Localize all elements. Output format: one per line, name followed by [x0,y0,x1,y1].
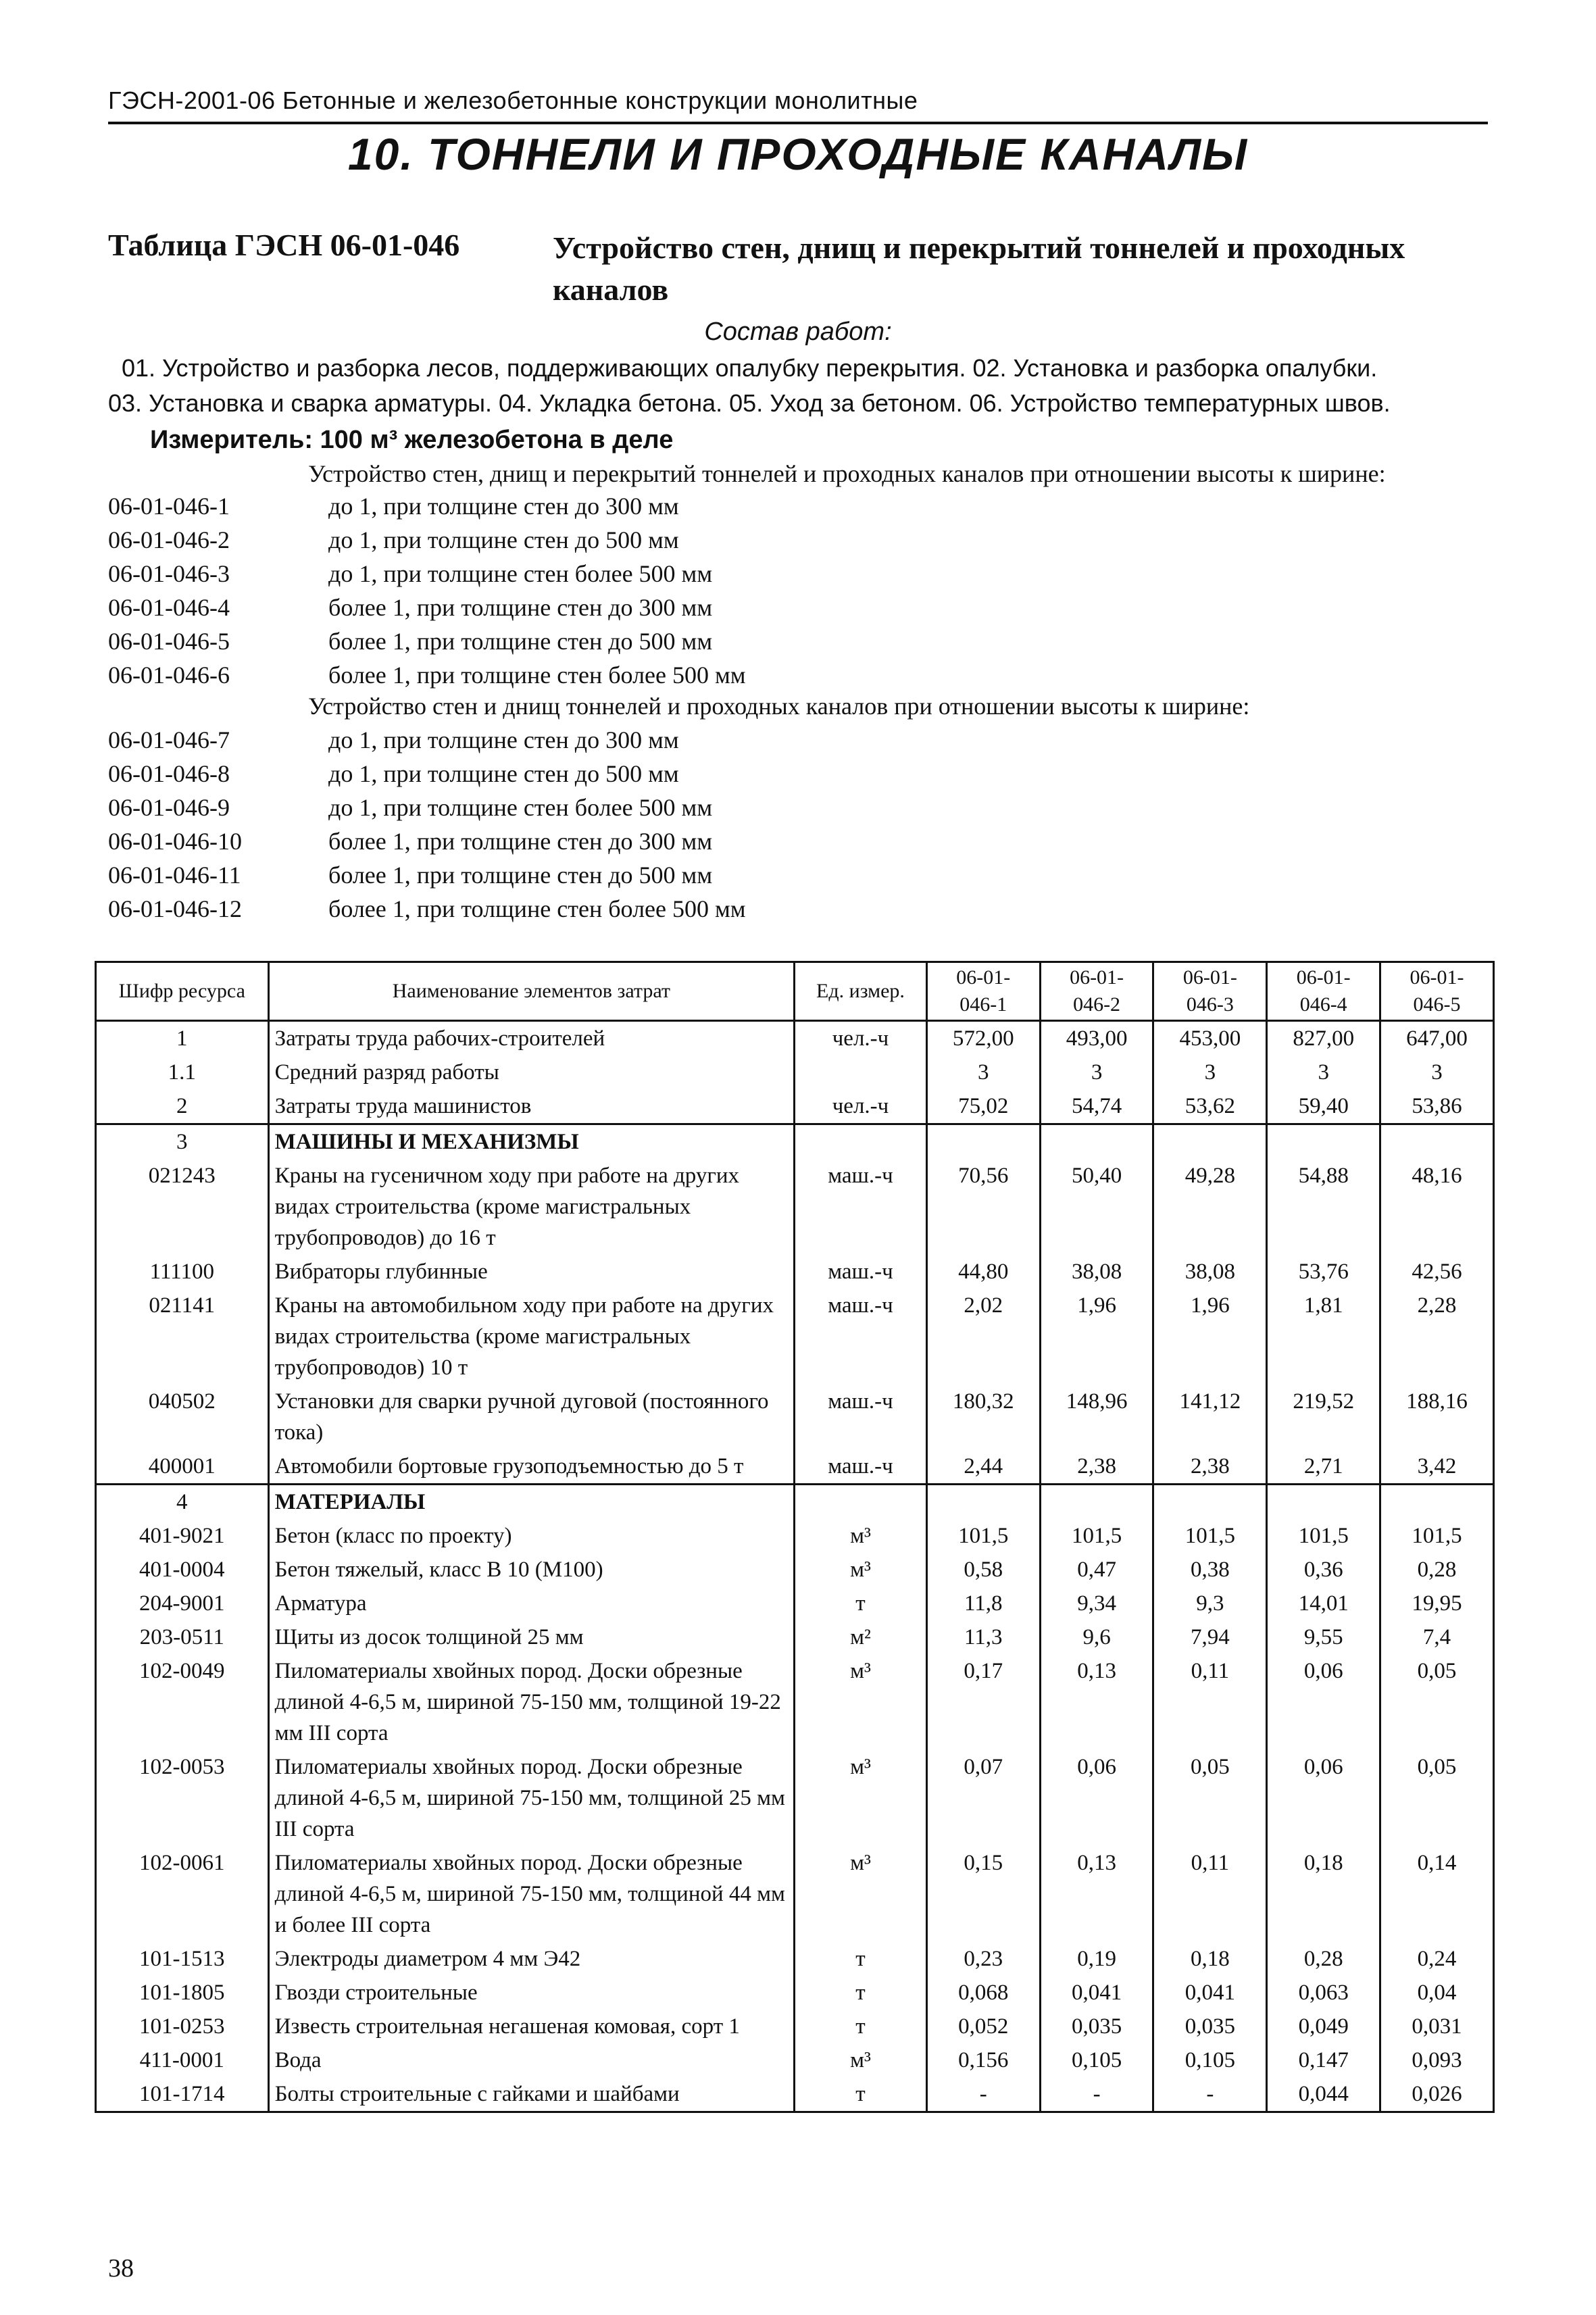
cost-element-name: Арматура [268,1587,795,1620]
norm-code: 06-01-046-1 [108,493,230,520]
table-body [96,1021,1494,2112]
value-cell: 141,12 [1153,1385,1267,1449]
norm-code: 06-01-046-10 [108,828,242,855]
norm-code: 06-01-046-12 [108,895,242,922]
value-cell: 0,156 [926,2043,1040,2077]
value-cell [1153,1124,1267,1160]
value-cell: 0,026 [1380,2077,1494,2112]
unit [795,1485,927,1520]
norm-code: 06-01-046-11 [108,862,241,889]
norm-description: более 1, при толщине стен более 500 мм [328,895,746,922]
value-cell: 219,52 [1267,1385,1380,1449]
table-row [96,1587,1494,1620]
cost-element-name: Средний разряд работы [268,1055,795,1089]
value-cell: 2,38 [1040,1449,1153,1485]
value-cell: 1,96 [1153,1289,1267,1385]
norm-code: 06-01-046-6 [108,662,230,689]
norm-description: до 1, при толщине стен до 500 мм [328,760,679,787]
cost-element-name: Электроды диаметром 4 мм Э42 [268,1942,795,1976]
norm-description: до 1, при толщине стен до 500 мм [328,526,679,553]
norm-code: 06-01-046-2 [108,526,230,553]
table-row [96,1055,1494,1089]
cost-element-name: Бетон (класс по проекту) [268,1519,795,1553]
value-cell: 0,035 [1153,2010,1267,2043]
value-cell: 0,052 [926,2010,1040,2043]
value-cell: 7,94 [1153,1620,1267,1654]
value-cell: 0,38 [1153,1553,1267,1587]
value-cell: 0,049 [1267,2010,1380,2043]
value-cell: 101,5 [1267,1519,1380,1553]
value-cell: 0,044 [1267,2077,1380,2112]
cost-element-name: Пиломатериалы хвойных пород. Доски обрезные длиной 4-6,5 м, шириной 75-150 мм, толщиной 25 мм III сорта [268,1750,795,1846]
value-cell [1267,1485,1380,1520]
value-cell: 0,17 [926,1654,1040,1750]
value-cell: 53,62 [1153,1089,1267,1124]
cost-element-name: Затраты труда рабочих-строителей [268,1021,795,1056]
table-row [96,2077,1494,2112]
value-cell: 38,08 [1040,1255,1153,1289]
cost-element-name: Пиломатериалы хвойных пород. Доски обрезные длиной 4-6,5 м, шириной 75-150 мм, толщиной 19-22 мм III сорта [268,1654,795,1750]
cost-element-name: Бетон тяжелый, класс В 10 (М100) [268,1553,795,1587]
resource-code: 101-1714 [96,2077,269,2112]
value-cell: 0,18 [1153,1942,1267,1976]
unit [795,1124,927,1160]
cost-element-name: МАТЕРИАЛЫ [268,1485,795,1520]
value-cell [1267,1124,1380,1160]
meter-unit: Измеритель: 100 м³ железобетона в деле [150,426,674,454]
value-cell: 1,96 [1040,1289,1153,1385]
column-header: 06-01- 046-3 [1153,962,1267,1021]
resource-code: 102-0061 [96,1846,269,1942]
group-heading: Устройство стен, днищ и перекрытий тоннелей и проходных каналов при отношении высоты к ширине: [308,460,1386,487]
value-cell: 53,76 [1267,1255,1380,1289]
table-row [96,1750,1494,1846]
unit: м³ [795,2043,927,2077]
value-cell: 48,16 [1380,1159,1494,1255]
value-cell: 0,14 [1380,1846,1494,1942]
value-cell: 9,34 [1040,1587,1153,1620]
value-cell: 3 [1153,1055,1267,1089]
resource-code: 040502 [96,1385,269,1449]
table-row [96,1976,1494,2010]
running-head: ГЭСН-2001-06 Бетонные и железобетонные конструкции монолитные [108,86,918,114]
unit: маш.-ч [795,1159,927,1255]
value-cell: 0,147 [1267,2043,1380,2077]
value-cell: 0,13 [1040,1654,1153,1750]
resource-table [95,961,1495,2113]
unit: маш.-ч [795,1289,927,1385]
norm-description: более 1, при толщине стен до 500 мм [328,862,713,889]
value-cell: 493,00 [1040,1021,1153,1056]
norm-description: до 1, при толщине стен более 500 мм [328,794,713,821]
column-header: Шифр ресурса [96,962,269,1021]
group-heading: Устройство стен и днищ тоннелей и проходных каналов при отношении высоты к ширине: [308,693,1250,720]
value-cell: 101,5 [926,1519,1040,1553]
value-cell: 180,32 [926,1385,1040,1449]
work-caption: Состав работ: [704,318,892,346]
resource-code: 401-9021 [96,1519,269,1553]
norm-code: 06-01-046-4 [108,594,230,621]
value-cell: 9,3 [1153,1587,1267,1620]
value-cell [1380,1124,1494,1160]
table-row [96,1519,1494,1553]
norm-description: более 1, при толщине стен до 300 мм [328,828,713,855]
value-cell: 0,11 [1153,1654,1267,1750]
value-cell: 0,068 [926,1976,1040,2010]
unit: т [795,2010,927,2043]
value-cell: 453,00 [1153,1021,1267,1056]
value-cell [1380,1485,1494,1520]
header-rule [108,122,1488,124]
unit: м³ [795,1519,927,1553]
unit: маш.-ч [795,1385,927,1449]
value-cell: 59,40 [1267,1089,1380,1124]
value-cell: 49,28 [1153,1159,1267,1255]
value-cell: 0,28 [1267,1942,1380,1976]
value-cell: 0,06 [1040,1750,1153,1846]
unit: м³ [795,1846,927,1942]
value-cell: 647,00 [1380,1021,1494,1056]
value-cell: 0,105 [1040,2043,1153,2077]
value-cell: 3 [926,1055,1040,1089]
value-cell: 0,13 [1040,1846,1153,1942]
value-cell: 2,38 [1153,1449,1267,1485]
value-cell [926,1124,1040,1160]
value-cell: 0,04 [1380,1976,1494,2010]
value-cell: 3 [1380,1055,1494,1089]
cost-element-name: Установки для сварки ручной дуговой (постоянного тока) [268,1385,795,1449]
table-row [96,1654,1494,1750]
value-cell: 2,71 [1267,1449,1380,1485]
table-row [96,1485,1494,1520]
value-cell: 14,01 [1267,1587,1380,1620]
value-cell: 42,56 [1380,1255,1494,1289]
norm-description: до 1, при толщине стен до 300 мм [328,493,679,520]
cost-element-name: Болты строительные с гайками и шайбами [268,2077,795,2112]
cost-element-name: МАШИНЫ И МЕХАНИЗМЫ [268,1124,795,1160]
norm-description: до 1, при толщине стен более 500 мм [328,560,713,587]
table-row [96,1553,1494,1587]
unit: т [795,1942,927,1976]
resource-code: 3 [96,1124,269,1160]
cost-element-name: Вода [268,2043,795,2077]
value-cell: - [926,2077,1040,2112]
table-header-row [96,962,1494,1021]
value-cell: 11,8 [926,1587,1040,1620]
table-row [96,1385,1494,1449]
value-cell: 0,035 [1040,2010,1153,2043]
resource-code: 101-0253 [96,2010,269,2043]
table-row [96,1846,1494,1942]
value-cell: 53,86 [1380,1089,1494,1124]
value-cell: 188,16 [1380,1385,1494,1449]
norm-description: более 1, при толщине стен до 500 мм [328,628,713,655]
value-cell: 0,11 [1153,1846,1267,1942]
column-header: 06-01- 046-2 [1040,962,1153,1021]
value-cell: 0,093 [1380,2043,1494,2077]
table-row [96,1089,1494,1124]
value-cell: 101,5 [1153,1519,1267,1553]
unit: чел.-ч [795,1089,927,1124]
table-row [96,1255,1494,1289]
cost-element-name: Пиломатериалы хвойных пород. Доски обрезные длиной 4-6,5 м, шириной 75-150 мм, толщиной 44 мм и более III сорта [268,1846,795,1942]
cost-element-name: Затраты труда машинистов [268,1089,795,1124]
value-cell: 3,42 [1380,1449,1494,1485]
value-cell: 0,18 [1267,1846,1380,1942]
unit: м³ [795,1750,927,1846]
resource-code: 1 [96,1021,269,1056]
value-cell: 0,041 [1153,1976,1267,2010]
table-row [96,1942,1494,1976]
value-cell: 0,36 [1267,1553,1380,1587]
value-cell: 0,07 [926,1750,1040,1846]
cost-element-name: Краны на гусеничном ходу при работе на других видах строительства (кроме магистральных трубопроводов) до 16 т [268,1159,795,1255]
value-cell: 0,063 [1267,1976,1380,2010]
norm-code: 06-01-046-9 [108,794,230,821]
resource-code: 204-9001 [96,1587,269,1620]
page-number: 38 [108,2254,134,2283]
value-cell [1153,1485,1267,1520]
value-cell: 2,28 [1380,1289,1494,1385]
value-cell: 0,23 [926,1942,1040,1976]
cost-element-name: Краны на автомобильном ходу при работе на других видах строительства (кроме магистральных трубопроводов) 10 т [268,1289,795,1385]
value-cell: 70,56 [926,1159,1040,1255]
resource-code: 411-0001 [96,2043,269,2077]
value-cell: 75,02 [926,1089,1040,1124]
cost-element-name: Щиты из досок толщиной 25 мм [268,1620,795,1654]
table-row [96,1449,1494,1485]
norm-code: 06-01-046-8 [108,760,230,787]
resource-code: 203-0511 [96,1620,269,1654]
unit: чел.-ч [795,1021,927,1056]
value-cell: 0,05 [1380,1750,1494,1846]
value-cell: 3 [1267,1055,1380,1089]
cost-element-name: Вибраторы глубинные [268,1255,795,1289]
unit [795,1055,927,1089]
value-cell: 54,88 [1267,1159,1380,1255]
value-cell: 572,00 [926,1021,1040,1056]
value-cell [926,1485,1040,1520]
value-cell: 0,06 [1267,1654,1380,1750]
cost-element-name: Гвозди строительные [268,1976,795,2010]
resource-code: 021243 [96,1159,269,1255]
table-row [96,1021,1494,1056]
value-cell: 3 [1040,1055,1153,1089]
resource-code: 111100 [96,1255,269,1289]
table-row [96,1289,1494,1385]
unit: т [795,2077,927,2112]
unit: маш.-ч [795,1449,927,1485]
value-cell [1040,1485,1153,1520]
value-cell: 0,24 [1380,1942,1494,1976]
column-header: Ед. измер. [795,962,927,1021]
resource-code: 400001 [96,1449,269,1485]
resource-code: 101-1513 [96,1942,269,1976]
value-cell: 54,74 [1040,1089,1153,1124]
unit: т [795,1976,927,2010]
unit: маш.-ч [795,1255,927,1289]
cost-element-name: Известь строительная негашеная комовая, сорт 1 [268,2010,795,2043]
table-title: Устройство стен, днищ и перекрытий тоннелей и проходных каналов [553,230,1405,307]
norm-code: 06-01-046-7 [108,726,230,753]
column-header: 06-01- 046-5 [1380,962,1494,1021]
norm-code: 06-01-046-3 [108,560,230,587]
cost-element-name: Автомобили бортовые грузоподъемностью до 5 т [268,1449,795,1485]
value-cell: 44,80 [926,1255,1040,1289]
resource-code: 1.1 [96,1055,269,1089]
value-cell: 0,15 [926,1846,1040,1942]
value-cell: 1,81 [1267,1289,1380,1385]
value-cell: 0,031 [1380,2010,1494,2043]
table-row [96,2043,1494,2077]
resource-code: 102-0049 [96,1654,269,1750]
value-cell: - [1040,2077,1153,2112]
norm-description: более 1, при толщине стен более 500 мм [328,662,746,689]
value-cell: 7,4 [1380,1620,1494,1654]
value-cell: 9,6 [1040,1620,1153,1654]
value-cell: 0,19 [1040,1942,1153,1976]
resource-code: 2 [96,1089,269,1124]
norm-description: до 1, при толщине стен до 300 мм [328,726,679,753]
value-cell: 0,105 [1153,2043,1267,2077]
value-cell: 19,95 [1380,1587,1494,1620]
value-cell: 50,40 [1040,1159,1153,1255]
value-cell: 38,08 [1153,1255,1267,1289]
value-cell: 101,5 [1040,1519,1153,1553]
table-row [96,1124,1494,1160]
value-cell: 0,47 [1040,1553,1153,1587]
table-label: Таблица ГЭСН 06-01-046 [108,228,460,262]
value-cell [1040,1124,1153,1160]
value-cell: 11,3 [926,1620,1040,1654]
column-header: Наименование элементов затрат [268,962,795,1021]
value-cell: 0,041 [1040,1976,1153,2010]
value-cell: 101,5 [1380,1519,1494,1553]
work-line: 01. Устройство и разборка лесов, поддерживающих опалубку перекрытия. 02. Установка и разборка опалубки. [122,354,1378,382]
value-cell: 827,00 [1267,1021,1380,1056]
unit: м³ [795,1553,927,1587]
table-row [96,2010,1494,2043]
value-cell: 0,06 [1267,1750,1380,1846]
value-cell: 0,05 [1380,1654,1494,1750]
unit: т [795,1587,927,1620]
value-cell: 148,96 [1040,1385,1153,1449]
norm-code: 06-01-046-5 [108,628,230,655]
value-cell: 2,44 [926,1449,1040,1485]
table-row [96,1620,1494,1654]
resource-code: 401-0004 [96,1553,269,1587]
resource-code: 101-1805 [96,1976,269,2010]
table-row [96,1159,1494,1255]
column-header: 06-01- 046-1 [926,962,1040,1021]
value-cell: 0,05 [1153,1750,1267,1846]
resource-code: 4 [96,1485,269,1520]
value-cell: 0,58 [926,1553,1040,1587]
section-title: 10. ТОННЕЛИ И ПРОХОДНЫЕ КАНАЛЫ [347,129,1249,179]
resource-code: 102-0053 [96,1750,269,1846]
work-line: 03. Установка и сварка арматуры. 04. Укладка бетона. 05. Уход за бетоном. 06. Устройство температурных швов. [108,389,1391,417]
value-cell: 2,02 [926,1289,1040,1385]
norm-description: более 1, при толщине стен до 300 мм [328,594,713,621]
value-cell: - [1153,2077,1267,2112]
value-cell: 0,28 [1380,1553,1494,1587]
unit: м² [795,1620,927,1654]
value-cell: 9,55 [1267,1620,1380,1654]
resource-code: 021141 [96,1289,269,1385]
column-header: 06-01- 046-4 [1267,962,1380,1021]
unit: м³ [795,1654,927,1750]
